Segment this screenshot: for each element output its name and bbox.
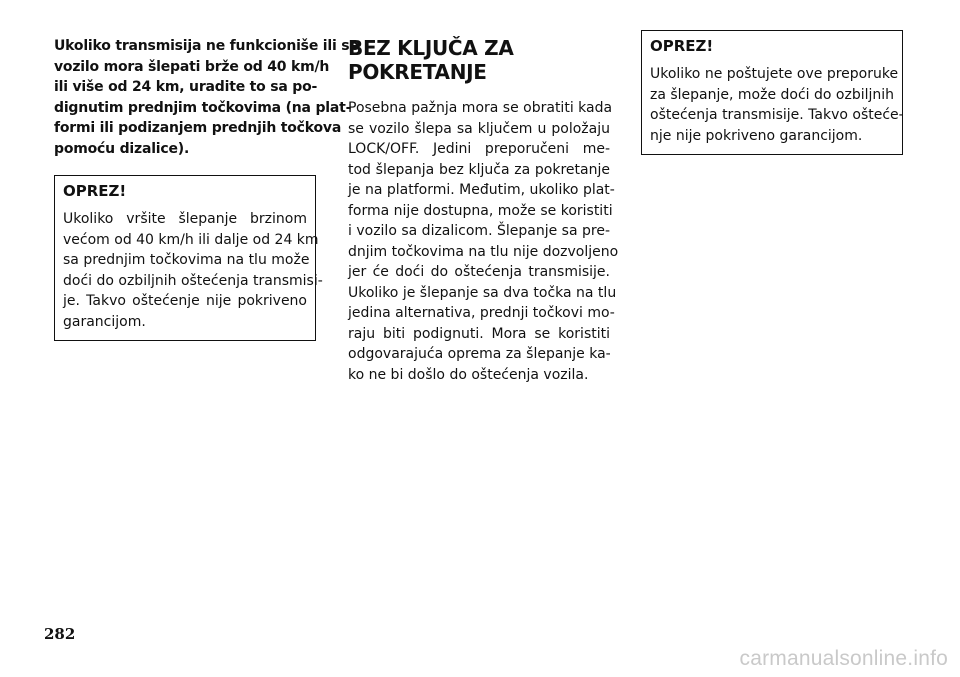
middle-column: [348, 36, 619, 385]
text-line: većom od 40 km/h ili dalje od 24 km: [63, 231, 319, 248]
keyless-towing-paragraph: [348, 98, 619, 385]
text-line: vozilo mora šlepati brže od 40 km/h: [54, 58, 330, 75]
text-line: je na platformi. Međutim, ukoliko plat-: [348, 182, 615, 198]
text-line: jedina alternativa, prednji točkovi mo-: [348, 305, 615, 321]
left-column: [54, 36, 359, 341]
text-line: se vozilo šlepa sa ključem u položaju: [348, 120, 610, 137]
text-line: garancijom.: [63, 313, 146, 330]
text-line: dnjim točkovima na tlu nije dozvoljeno: [348, 243, 619, 260]
warning-title: OPREZ!: [63, 182, 127, 200]
title-line: POKRETANJE: [348, 60, 487, 84]
warning-text: [650, 64, 904, 146]
text-line: raju biti podignuti. Mora se koristiti: [348, 325, 610, 342]
text-line: Ukoliko transmisija ne funkcioniše ili se: [54, 38, 359, 54]
title-line: BEZ KLJUČA ZA: [348, 36, 514, 60]
text-line: forma nije dostupna, može se koristiti: [348, 202, 613, 219]
text-line: ili više od 24 km, uradite to sa po-: [54, 79, 318, 95]
towing-instructions-paragraph: [54, 36, 359, 159]
text-line: i vozilo sa dizalicom. Šlepanje sa pre-: [348, 223, 610, 239]
warning-box-transmission: [54, 175, 323, 341]
text-line: formi ili podizanjem prednjih točkova: [54, 120, 342, 136]
text-line: oštećenja transmisije. Takvo ošteće-: [650, 107, 904, 123]
text-line: sa prednjim točkovima na tlu može: [63, 252, 310, 268]
page-number: 282: [44, 625, 76, 643]
text-line: jer će doći do oštećenja transmisije.: [348, 264, 610, 280]
text-line: Ukoliko ne poštujete ove preporuke: [650, 66, 899, 82]
text-line: LOCK/OFF. Jedini preporučeni me-: [348, 141, 610, 157]
section-title: [348, 36, 610, 84]
text-line: odgovarajuća oprema za šlepanje ka-: [348, 346, 611, 362]
warning-title: OPREZ!: [650, 37, 714, 55]
text-line: pomoću dizalice).: [54, 140, 190, 157]
text-line: Ukoliko je šlepanje sa dva točka na tlu: [348, 284, 617, 301]
text-line: doći do ozbiljnih oštećenja transmisi-: [63, 272, 323, 289]
text-line: dignutim prednjim točkovima (na plat-: [54, 99, 352, 116]
text-line: Ukoliko vršite šlepanje brzinom: [63, 211, 307, 227]
text-line: ko ne bi došlo do oštećenja vozila.: [348, 366, 589, 383]
text-line: Posebna pažnja mora se obratiti kada: [348, 100, 613, 116]
warning-box-recommendations: [641, 30, 903, 155]
right-column: [641, 30, 903, 155]
watermark: carmanualsonline.info: [739, 647, 948, 670]
text-line: nje nije pokriveno garancijom.: [650, 127, 863, 144]
text-line: tod šlepanja bez ključa za pokretanje: [348, 161, 610, 178]
warning-text: [63, 209, 323, 332]
text-line: je. Takvo oštećenje nije pokriveno: [63, 293, 307, 309]
text-line: za šlepanje, može doći do ozbiljnih: [650, 86, 895, 103]
